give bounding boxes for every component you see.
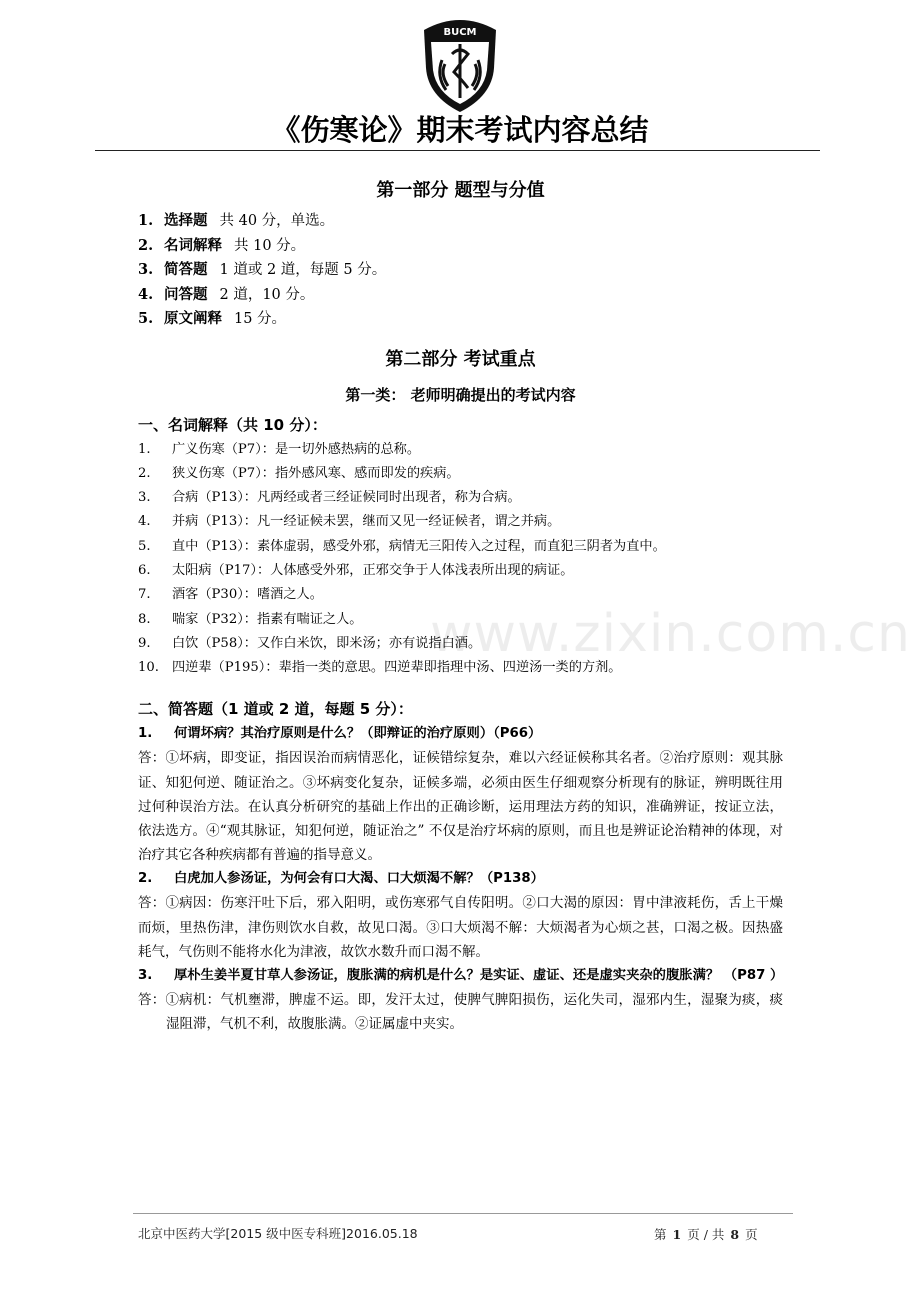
list-item: 9. 白饮（P58）：又作白米饮，即米汤；亦有说指白酒。: [138, 635, 482, 651]
answer-2: 答：①病因：伤寒汗吐下后，邪入阳明，或伤寒邪气自传阳明。②口大渴的原因：胃中津液耗伤，舌上干燥而烦，里热伤津，津伤则饮水自救，故见口渴。③口大烦渴不解：大烦渴者为心烦之甚，口渴之极。因热盛耗气，气伤则不能将水化为津液，故饮水数升而口渴不解。: [138, 895, 783, 960]
term-list: [138, 438, 783, 681]
category1-heading: 第一类： 老师明确提出的考试内容: [345, 385, 576, 404]
question-1: 1. 何谓坏病？其治疗原则是什么？（即辩证的治疗原则）（P66）: [138, 726, 542, 742]
list-item: 2. 名词解释 共 10 分。: [138, 236, 306, 254]
bucm-emblem-icon: [418, 8, 502, 116]
list-item: 10. 四逆辈（P195）：辈指一类的意思。四逆辈即指理中汤、四逆汤一类的方剂。: [138, 660, 622, 676]
list-item: 6. 太阳病（P17）：人体感受外邪，正邪交争于人体浅表所出现的病证。: [138, 562, 574, 578]
list-item: 8. 喘家（P32）：指素有喘证之人。: [138, 611, 363, 627]
list-item: 2. 狭义伤寒（P7）：指外感风寒、感而即发的疾病。: [138, 465, 460, 481]
footer-divider: [133, 1213, 793, 1214]
footer-source: 北京中医药大学[2015 级中医专科班]2016.05.18: [138, 1226, 418, 1241]
watermark: www.zixin.com.cn: [430, 604, 911, 664]
section-short-answer-heading: 二、简答题（1 道或 2 道，每题 5 分）：: [138, 700, 413, 719]
answer-3: 答：①病机：气机壅滞，脾虚不运。即，发汗太过，使脾气脾阳损伤，运化失司，湿邪内生，湿聚为痰，痰湿阻滞，气机不利，故腹胀满。②证属虚中夹实。: [138, 992, 783, 1033]
question-3: 3. 厚朴生姜半夏甘草人参汤证，腹胀满的病机是什么？是实证、虚证、还是虚实夹杂的腹胀满？ （P87 ）: [138, 968, 784, 984]
question-2: 2. 白虎加人参汤证，为何会有口大渴、口大烦渴不解？（P138）: [138, 871, 544, 887]
document-body: [138, 173, 783, 1037]
list-item: 1. 选择题 共 40 分，单选。: [138, 212, 335, 229]
list-item: 3. 合病（P13）：凡两经或者三经证候同时出现者，称为合病。: [138, 490, 521, 506]
section-term-explanation-heading: 一、名词解释（共 10 分）：: [138, 415, 327, 434]
list-item: 1. 广义伤寒（P7）：是一切外感热病的总称。: [138, 441, 421, 457]
document-title: 《伤寒论》期末考试内容总结: [271, 113, 649, 147]
list-item: 7. 酒客（P30）：嗜酒之人。: [138, 587, 323, 603]
title-divider: [95, 150, 820, 151]
list-item: 4. 问答题 2 道，10 分。: [138, 285, 315, 303]
page-number: 第 1 页 / 共 8 页: [654, 1227, 758, 1242]
list-item: 4. 并病（P13）：凡一经证候未罢，继而又见一经证候者，谓之并病。: [138, 514, 561, 530]
list-item: 5. 原文阐释 15 分。: [138, 310, 287, 327]
part2-heading: 第二部分 考试重点: [385, 348, 536, 370]
question-types-list: [138, 209, 783, 332]
university-logo: [418, 8, 502, 116]
answer-1: 答：①坏病，即变证，指因误治而病情恶化，证候错综复杂，难以六经证候称其名者。②治疗原则：观其脉证、知犯何逆、随证治之。③坏病变化复杂，证候多端，必须由医生仔细观察分析现有的脉证，辨明既往用过何种误治方法。在认真分析研究的基础上作出的正确诊断，运用理法方药的知识，准确辨证，按证立法，依法选方。④“观其脉证，知犯何逆，随证治之” 不仅是治疗坏病的原则，而且也是辨证论治精神的体现，对治疗其它各种疾病都有普遍的指导意义。: [138, 750, 783, 864]
list-item: 3. 简答题 1 道或 2 道，每题 5 分。: [138, 261, 387, 278]
part1-heading: 第一部分 题型与分值: [376, 180, 545, 201]
logo-text: BUCM: [443, 27, 477, 38]
list-item: 5. 直中（P13）：素体虚弱，感受外邪，病情无三阳传入之过程，而直犯三阴者为直中。: [138, 538, 666, 554]
